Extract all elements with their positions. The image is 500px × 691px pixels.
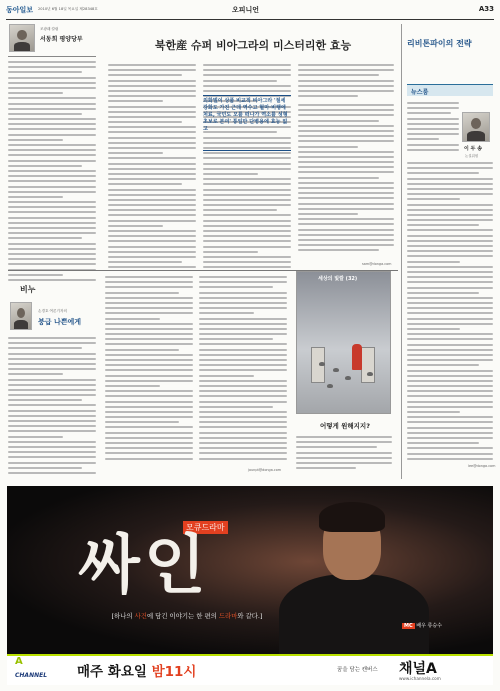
ad-genre-badge: 모큐드라마 — [183, 521, 228, 534]
paper-name: 동아일보 — [6, 5, 34, 14]
illustration-text — [296, 436, 392, 472]
column-label: 조광래 칼럼 — [40, 27, 59, 31]
lower-article-email: jounpt@donga.com — [248, 468, 282, 472]
ad-mc-name: 배우 류승수 — [416, 623, 442, 629]
lower-body-col-3 — [199, 276, 287, 463]
column-author: 서동희 평양당부 — [40, 36, 83, 43]
lower-author-title: 손경호 여론기자의 — [38, 309, 67, 313]
right-author-role: 논설위원 — [465, 154, 479, 158]
lower-headline: 붕급 나쁜에게 — [38, 318, 82, 326]
right-column-title: 리비톤파이의 전략 — [407, 39, 472, 48]
main-body-col-1 — [108, 64, 196, 272]
main-body-col-3-top — [298, 64, 394, 100]
right-column-body-top — [407, 102, 459, 154]
right-column-body — [407, 162, 493, 463]
illustration-series-title: 세상의 빛깔 — [318, 276, 344, 282]
main-body-col-3 — [298, 104, 394, 254]
illustration-image — [296, 271, 391, 414]
ad-url: www.ichannela.com — [399, 676, 441, 681]
news-label: 뉴스룸 — [411, 89, 429, 96]
channel-a-logo-text: CHANNEL — [15, 672, 48, 679]
lower-body-col-1 — [8, 337, 96, 477]
section-name: 오피니언 — [232, 6, 260, 14]
ad-brand: 채널A — [399, 661, 437, 677]
lower-body-col-2 — [105, 276, 193, 463]
quote-rule-top — [203, 95, 291, 96]
main-article-email: sam@donga.com — [362, 262, 392, 266]
divider — [8, 56, 96, 57]
masthead — [6, 4, 494, 20]
right-column-divider — [401, 24, 402, 479]
ad-actor-image — [279, 500, 429, 654]
ad-mc-label: MC — [404, 623, 413, 629]
issue-date: 2010년 6월 18일 목요일 제28348호 — [38, 7, 98, 11]
pull-quote: 외화벌이 상품 비교적 비아그라 '절세 강화도 가진 근데 역수고 혈마·비행에 처료, 국민도 모를 떠나가 역소를 성형초보로 본여' 통일만 단병용에 효능 없고 — [203, 98, 288, 132]
right-column-email: lee@donga.com — [468, 464, 496, 468]
illustration-series-number: (32) — [345, 276, 358, 282]
news-label-box — [407, 84, 493, 96]
channel-a-logo-mark: A — [15, 656, 23, 667]
ad-mc-credit — [402, 622, 442, 629]
ad-slogan: 꿈을 담는 캔버스 — [337, 667, 378, 673]
ad-schedule-prefix: 매주 화요일 — [77, 664, 152, 680]
ad-footer — [7, 654, 493, 685]
lower-author-photo — [10, 302, 32, 330]
lower-section-label: 비누 — [20, 285, 36, 294]
illustration-series — [318, 275, 357, 282]
illustration-caption: 어떻게 원해지지? — [320, 422, 370, 430]
ad-schedule-time: 밤11시 — [151, 664, 197, 680]
main-headline: 북한産 슈퍼 비아그라의 미스터리한 효능 — [154, 39, 352, 52]
page-number: A33 — [478, 5, 494, 13]
columnist-photo — [9, 24, 35, 52]
ad-tagline: [하나의 사건에 담긴 이야기는 한 편의 드라마와 같다.] — [111, 612, 263, 620]
right-author-name: 이 두 송 — [464, 146, 482, 152]
left-column-body — [8, 61, 96, 284]
ad-schedule — [77, 660, 196, 680]
right-author-photo — [462, 112, 490, 142]
quote-rule-bottom — [203, 150, 291, 151]
ad-title: 싸인 — [78, 528, 210, 603]
